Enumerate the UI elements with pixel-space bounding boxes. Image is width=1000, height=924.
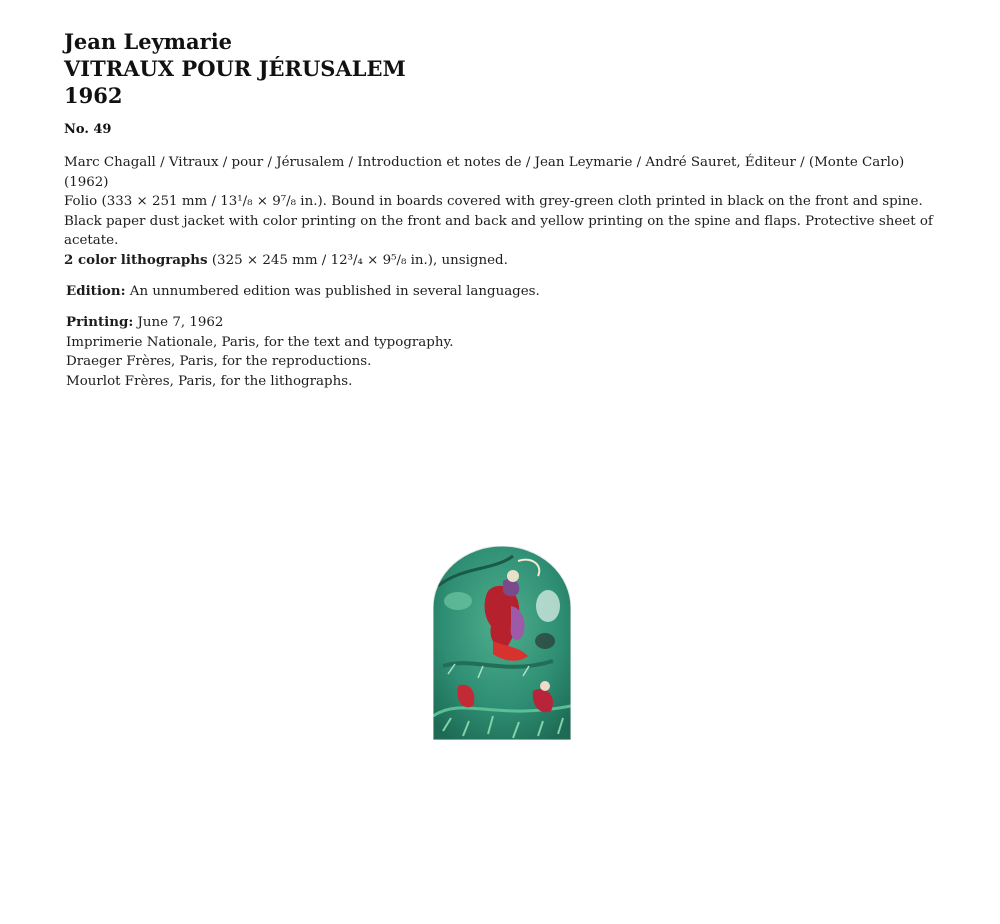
stained-glass-illustration <box>433 546 571 740</box>
stained-glass-window-image <box>433 546 571 740</box>
format-description: Folio (333 × 251 mm / 13¹/₈ × 9⁷/₈ in.). Bound in boards covered with grey-green cloth printed in black on the front and spine. Black paper dust jacket with color printing on the front and back and yellow printing on the spine and flaps. Protective sheet of acetate. <box>64 194 933 248</box>
printing-section <box>66 313 454 391</box>
printer-line: Draeger Frères, Paris, for the reproductions. <box>66 354 372 369</box>
book-title: VITRAUX POUR JÉRUSALEM <box>64 56 406 81</box>
author-name: Jean Leymarie <box>64 29 233 54</box>
publication-year: 1962 <box>64 83 123 108</box>
printing-date: June 7, 1962 <box>133 315 224 330</box>
book-header <box>64 28 406 109</box>
edition-section <box>66 282 540 302</box>
printing-date-line <box>66 313 454 333</box>
printer-line: Mourlot Frères, Paris, for the lithographs. <box>66 373 353 389</box>
bibliographic-description <box>64 153 934 270</box>
lithographs-label: 2 color lithographs <box>64 251 208 268</box>
edition-text: An unnumbered edition was published in several languages. <box>125 284 540 299</box>
lithographs-detail: (325 × 245 mm / 12³/₄ × 9⁵/₈ in.), unsigned. <box>207 252 508 268</box>
edition-label: Edition: <box>66 283 126 299</box>
title-page-transcription: Marc Chagall / Vitraux / pour / Jérusalem / Introduction et notes de / Jean Leymarie / André Sauret, Éditeur / (Monte Carlo) (1962) <box>64 155 905 190</box>
printer-line: Imprimerie Nationale, Paris, for the text and typography. <box>66 334 454 350</box>
printing-label: Printing: <box>66 314 134 330</box>
lithographs-line <box>64 251 934 271</box>
catalogue-number: No. 49 <box>64 122 112 137</box>
